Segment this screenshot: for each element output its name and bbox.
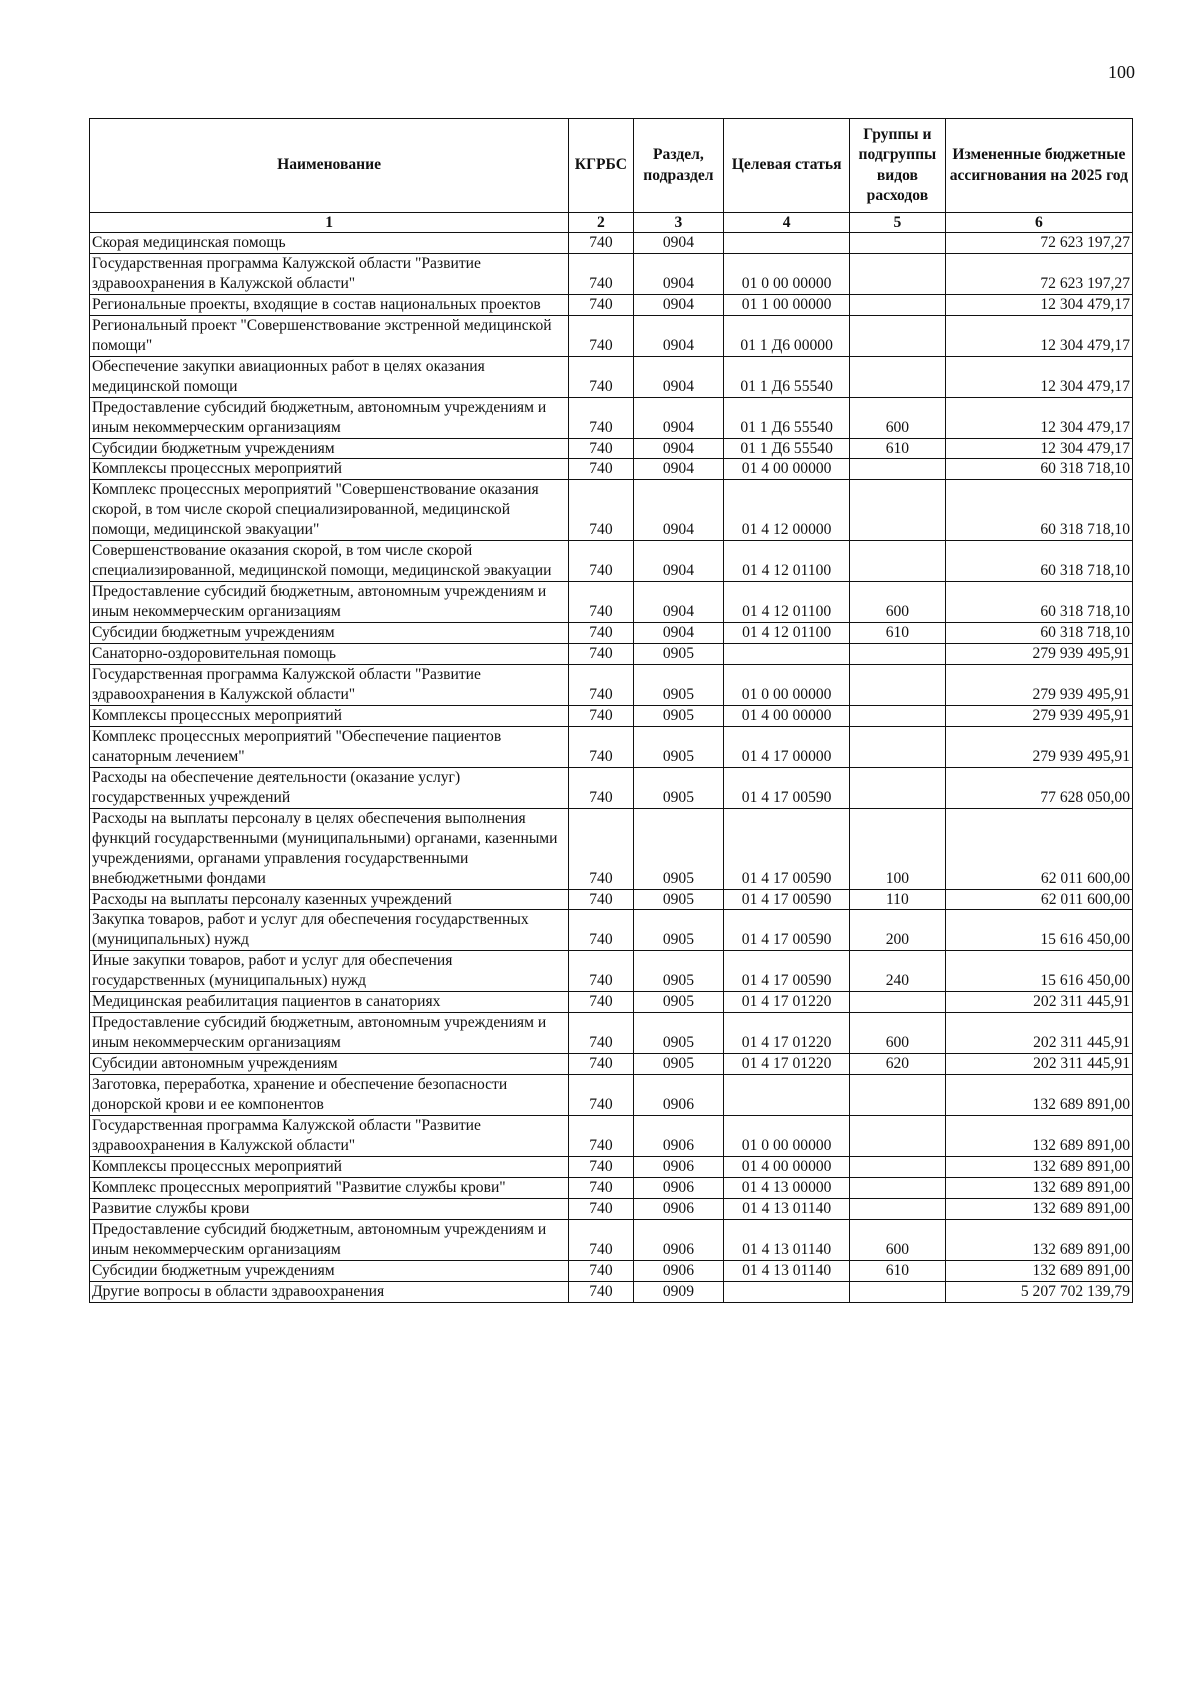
row-target-article: 01 4 13 01140: [724, 1260, 850, 1281]
table-row: [90, 992, 1133, 1013]
row-kgrbs: 740: [569, 951, 633, 992]
table-row: [90, 644, 1133, 665]
row-amount: 132 689 891,00: [945, 1115, 1132, 1156]
row-amount: 62 011 600,00: [945, 889, 1132, 910]
row-amount: 15 616 450,00: [945, 951, 1132, 992]
row-expense-group: [850, 1075, 946, 1116]
row-section: 0904: [633, 233, 724, 254]
column-number: 6: [945, 213, 1132, 233]
row-kgrbs: 740: [569, 1281, 633, 1302]
row-name: Субсидии автономным учреждениям: [90, 1054, 569, 1075]
row-section: 0906: [633, 1156, 724, 1177]
row-expense-group: [850, 253, 946, 294]
table-row: [90, 623, 1133, 644]
row-name: Расходы на выплаты персоналу казенных учреждений: [90, 889, 569, 910]
row-target-article: 01 4 12 00000: [724, 480, 850, 541]
row-expense-group: [850, 480, 946, 541]
row-target-article: 01 1 Д6 55540: [724, 438, 850, 459]
row-section: 0905: [633, 665, 724, 706]
row-amount: 279 939 495,91: [945, 705, 1132, 726]
table-row: [90, 726, 1133, 767]
row-kgrbs: 740: [569, 459, 633, 480]
row-amount: 12 304 479,17: [945, 356, 1132, 397]
row-name: Комплекс процессных мероприятий "Совершенствование оказания скорой, в том числе скорой специализированной, медицинской помощи, медицинской эвакуации": [90, 480, 569, 541]
table-row: [90, 1013, 1133, 1054]
row-expense-group: [850, 541, 946, 582]
table-row: [90, 459, 1133, 480]
table-row: [90, 951, 1133, 992]
row-section: 0905: [633, 726, 724, 767]
row-kgrbs: 740: [569, 665, 633, 706]
row-name: Предоставление субсидий бюджетным, автономным учреждениям и иным некоммерческим организациям: [90, 582, 569, 623]
row-expense-group: [850, 1177, 946, 1198]
row-expense-group: [850, 294, 946, 315]
table-row: [90, 665, 1133, 706]
row-target-article: 01 4 17 00000: [724, 726, 850, 767]
row-expense-group: [850, 767, 946, 808]
row-expense-group: [850, 644, 946, 665]
row-amount: 60 318 718,10: [945, 582, 1132, 623]
table-row: [90, 1075, 1133, 1116]
row-amount: 12 304 479,17: [945, 397, 1132, 438]
row-amount: 12 304 479,17: [945, 438, 1132, 459]
row-target-article: 01 0 00 00000: [724, 1115, 850, 1156]
row-target-article: 01 0 00 00000: [724, 253, 850, 294]
table-row: [90, 910, 1133, 951]
row-name: Обеспечение закупки авиационных работ в целях оказания медицинской помощи: [90, 356, 569, 397]
row-name: Медицинская реабилитация пациентов в санаториях: [90, 992, 569, 1013]
row-expense-group: 110: [850, 889, 946, 910]
row-expense-group: 240: [850, 951, 946, 992]
row-section: 0909: [633, 1281, 724, 1302]
row-target-article: 01 1 Д6 00000: [724, 315, 850, 356]
row-expense-group: 600: [850, 1219, 946, 1260]
row-amount: 132 689 891,00: [945, 1260, 1132, 1281]
row-expense-group: [850, 705, 946, 726]
row-target-article: 01 4 17 00590: [724, 767, 850, 808]
header-section: Раздел, подраздел: [633, 119, 724, 213]
row-expense-group: [850, 1281, 946, 1302]
row-expense-group: [850, 1115, 946, 1156]
row-kgrbs: 740: [569, 1198, 633, 1219]
row-kgrbs: 740: [569, 1260, 633, 1281]
row-expense-group: [850, 356, 946, 397]
table-row: [90, 253, 1133, 294]
table-row: [90, 1198, 1133, 1219]
row-name: Государственная программа Калужской области "Развитие здравоохранения в Калужской области": [90, 665, 569, 706]
row-section: 0906: [633, 1177, 724, 1198]
row-kgrbs: 740: [569, 480, 633, 541]
row-target-article: 01 4 17 01220: [724, 1054, 850, 1075]
row-name: Заготовка, переработка, хранение и обеспечение безопасности донорской крови и ее компонентов: [90, 1075, 569, 1116]
row-amount: 132 689 891,00: [945, 1198, 1132, 1219]
row-target-article: 01 4 17 01220: [724, 992, 850, 1013]
row-name: Государственная программа Калужской области "Развитие здравоохранения в Калужской области": [90, 253, 569, 294]
row-target-article: [724, 233, 850, 254]
table-row: [90, 808, 1133, 889]
row-section: 0905: [633, 889, 724, 910]
row-section: 0904: [633, 438, 724, 459]
row-expense-group: [850, 992, 946, 1013]
table-row: [90, 397, 1133, 438]
row-expense-group: 600: [850, 1013, 946, 1054]
row-section: 0905: [633, 951, 724, 992]
row-expense-group: 610: [850, 438, 946, 459]
row-section: 0905: [633, 705, 724, 726]
row-name: Расходы на обеспечение деятельности (оказание услуг) государственных учреждений: [90, 767, 569, 808]
row-amount: 202 311 445,91: [945, 1054, 1132, 1075]
header-row: [90, 119, 1133, 213]
row-kgrbs: 740: [569, 582, 633, 623]
header-name: Наименование: [90, 119, 569, 213]
row-kgrbs: 740: [569, 1156, 633, 1177]
row-target-article: 01 0 00 00000: [724, 665, 850, 706]
row-amount: 5 207 702 139,79: [945, 1281, 1132, 1302]
row-section: 0904: [633, 315, 724, 356]
row-kgrbs: 740: [569, 623, 633, 644]
row-target-article: 01 4 17 01220: [724, 1013, 850, 1054]
row-section: 0904: [633, 582, 724, 623]
column-number-row: [90, 213, 1133, 233]
row-kgrbs: 740: [569, 438, 633, 459]
row-amount: 60 318 718,10: [945, 459, 1132, 480]
row-target-article: 01 4 13 01140: [724, 1198, 850, 1219]
row-name: Субсидии бюджетным учреждениям: [90, 438, 569, 459]
row-kgrbs: 740: [569, 356, 633, 397]
row-name: Скорая медицинская помощь: [90, 233, 569, 254]
row-kgrbs: 740: [569, 1219, 633, 1260]
row-kgrbs: 740: [569, 397, 633, 438]
row-expense-group: [850, 1198, 946, 1219]
row-section: 0905: [633, 644, 724, 665]
table-row: [90, 705, 1133, 726]
row-expense-group: [850, 459, 946, 480]
row-target-article: [724, 644, 850, 665]
row-name: Санаторно-оздоровительная помощь: [90, 644, 569, 665]
table-row: [90, 356, 1133, 397]
row-expense-group: 600: [850, 397, 946, 438]
table-row: [90, 315, 1133, 356]
row-kgrbs: 740: [569, 705, 633, 726]
row-amount: 60 318 718,10: [945, 480, 1132, 541]
row-name: Субсидии бюджетным учреждениям: [90, 623, 569, 644]
table-row: [90, 1115, 1133, 1156]
row-kgrbs: 740: [569, 253, 633, 294]
row-expense-group: 610: [850, 623, 946, 644]
row-target-article: 01 1 Д6 55540: [724, 356, 850, 397]
row-target-article: 01 4 00 00000: [724, 459, 850, 480]
row-target-article: 01 4 00 00000: [724, 705, 850, 726]
row-expense-group: [850, 726, 946, 767]
table-row: [90, 233, 1133, 254]
row-target-article: 01 4 17 00590: [724, 808, 850, 889]
row-expense-group: [850, 1156, 946, 1177]
row-amount: 60 318 718,10: [945, 623, 1132, 644]
row-amount: 12 304 479,17: [945, 315, 1132, 356]
row-expense-group: 600: [850, 582, 946, 623]
row-name: Субсидии бюджетным учреждениям: [90, 1260, 569, 1281]
row-amount: 279 939 495,91: [945, 665, 1132, 706]
row-section: 0905: [633, 767, 724, 808]
row-amount: 132 689 891,00: [945, 1075, 1132, 1116]
row-section: 0904: [633, 459, 724, 480]
row-kgrbs: 740: [569, 233, 633, 254]
row-section: 0906: [633, 1115, 724, 1156]
row-amount: 60 318 718,10: [945, 541, 1132, 582]
row-target-article: 01 1 Д6 55540: [724, 397, 850, 438]
row-amount: 279 939 495,91: [945, 726, 1132, 767]
table-row: [90, 1219, 1133, 1260]
row-amount: 15 616 450,00: [945, 910, 1132, 951]
header-target: Целевая статья: [724, 119, 850, 213]
row-amount: 132 689 891,00: [945, 1177, 1132, 1198]
row-expense-group: 620: [850, 1054, 946, 1075]
row-target-article: 01 4 12 01100: [724, 582, 850, 623]
row-name: Закупка товаров, работ и услуг для обеспечения государственных (муниципальных) нужд: [90, 910, 569, 951]
header-amount: Измененные бюджетные ассигнования на 2025 год: [945, 119, 1132, 213]
row-target-article: 01 4 17 00590: [724, 910, 850, 951]
row-section: 0905: [633, 1054, 724, 1075]
column-number: 5: [850, 213, 946, 233]
row-target-article: 01 4 13 01140: [724, 1219, 850, 1260]
row-kgrbs: 740: [569, 541, 633, 582]
row-kgrbs: 740: [569, 1177, 633, 1198]
row-name: Государственная программа Калужской области "Развитие здравоохранения в Калужской области": [90, 1115, 569, 1156]
row-kgrbs: 740: [569, 644, 633, 665]
column-number: 2: [569, 213, 633, 233]
table-row: [90, 889, 1133, 910]
row-kgrbs: 740: [569, 767, 633, 808]
row-section: 0906: [633, 1075, 724, 1116]
table-row: [90, 1281, 1133, 1302]
row-amount: 132 689 891,00: [945, 1219, 1132, 1260]
page-number: 100: [1108, 62, 1135, 82]
row-target-article: 01 4 12 01100: [724, 623, 850, 644]
row-section: 0904: [633, 623, 724, 644]
row-name: Совершенствование оказания скорой, в том числе скорой специализированной, медицинской помощи, медицинской эвакуации: [90, 541, 569, 582]
row-amount: 279 939 495,91: [945, 644, 1132, 665]
table-row: [90, 541, 1133, 582]
row-name: Развитие службы крови: [90, 1198, 569, 1219]
row-section: 0906: [633, 1219, 724, 1260]
row-amount: 202 311 445,91: [945, 992, 1132, 1013]
row-kgrbs: 740: [569, 808, 633, 889]
row-section: 0905: [633, 992, 724, 1013]
row-expense-group: 200: [850, 910, 946, 951]
row-amount: 132 689 891,00: [945, 1156, 1132, 1177]
row-kgrbs: 740: [569, 1075, 633, 1116]
row-amount: 77 628 050,00: [945, 767, 1132, 808]
row-kgrbs: 740: [569, 726, 633, 767]
row-expense-group: 610: [850, 1260, 946, 1281]
row-section: 0906: [633, 1198, 724, 1219]
budget-table: [89, 118, 1133, 1303]
header-kgrbs: КГРБС: [569, 119, 633, 213]
row-name: Комплексы процессных мероприятий: [90, 705, 569, 726]
row-section: 0904: [633, 294, 724, 315]
row-kgrbs: 740: [569, 910, 633, 951]
row-target-article: 01 4 17 00590: [724, 889, 850, 910]
row-amount: 12 304 479,17: [945, 294, 1132, 315]
table-row: [90, 1177, 1133, 1198]
row-section: 0905: [633, 910, 724, 951]
column-number: 3: [633, 213, 724, 233]
row-amount: 202 311 445,91: [945, 1013, 1132, 1054]
row-expense-group: [850, 233, 946, 254]
table-row: [90, 294, 1133, 315]
row-section: 0904: [633, 397, 724, 438]
row-section: 0906: [633, 1260, 724, 1281]
row-kgrbs: 740: [569, 315, 633, 356]
row-expense-group: [850, 665, 946, 706]
row-target-article: 01 4 17 00590: [724, 951, 850, 992]
row-name: Иные закупки товаров, работ и услуг для обеспечения государственных (муниципальных) нужд: [90, 951, 569, 992]
row-expense-group: [850, 315, 946, 356]
column-number: 4: [724, 213, 850, 233]
row-name: Расходы на выплаты персоналу в целях обеспечения выполнения функций государственными (муниципальными) органами, казенными учреждениями, органами управления государственными внебюджетными фондами: [90, 808, 569, 889]
row-section: 0905: [633, 1013, 724, 1054]
row-target-article: [724, 1281, 850, 1302]
row-name: Предоставление субсидий бюджетным, автономным учреждениям и иным некоммерческим организациям: [90, 397, 569, 438]
row-name: Предоставление субсидий бюджетным, автономным учреждениям и иным некоммерческим организациям: [90, 1219, 569, 1260]
row-kgrbs: 740: [569, 294, 633, 315]
row-section: 0905: [633, 808, 724, 889]
row-amount: 72 623 197,27: [945, 233, 1132, 254]
row-name: Предоставление субсидий бюджетным, автономным учреждениям и иным некоммерческим организациям: [90, 1013, 569, 1054]
row-target-article: 01 4 13 00000: [724, 1177, 850, 1198]
table-row: [90, 1156, 1133, 1177]
row-kgrbs: 740: [569, 889, 633, 910]
row-name: Региональный проект "Совершенствование экстренной медицинской помощи": [90, 315, 569, 356]
row-target-article: 01 4 00 00000: [724, 1156, 850, 1177]
table-row: [90, 480, 1133, 541]
table-row: [90, 1054, 1133, 1075]
row-name: Комплексы процессных мероприятий: [90, 459, 569, 480]
row-section: 0904: [633, 541, 724, 582]
row-kgrbs: 740: [569, 992, 633, 1013]
column-number: 1: [90, 213, 569, 233]
row-target-article: 01 4 12 01100: [724, 541, 850, 582]
row-section: 0904: [633, 356, 724, 397]
row-target-article: 01 1 00 00000: [724, 294, 850, 315]
table-body: [90, 233, 1133, 1303]
table-row: [90, 1260, 1133, 1281]
row-section: 0904: [633, 480, 724, 541]
table-row: [90, 767, 1133, 808]
row-section: 0904: [633, 253, 724, 294]
row-amount: 72 623 197,27: [945, 253, 1132, 294]
row-kgrbs: 740: [569, 1013, 633, 1054]
row-name: Другие вопросы в области здравоохранения: [90, 1281, 569, 1302]
row-amount: 62 011 600,00: [945, 808, 1132, 889]
row-name: Комплексы процессных мероприятий: [90, 1156, 569, 1177]
header-group: Группы и подгруппы видов расходов: [850, 119, 946, 213]
table-row: [90, 582, 1133, 623]
row-kgrbs: 740: [569, 1054, 633, 1075]
row-kgrbs: 740: [569, 1115, 633, 1156]
row-name: Региональные проекты, входящие в состав национальных проектов: [90, 294, 569, 315]
row-name: Комплекс процессных мероприятий "Развитие службы крови": [90, 1177, 569, 1198]
table-row: [90, 438, 1133, 459]
row-target-article: [724, 1075, 850, 1116]
row-expense-group: 100: [850, 808, 946, 889]
row-name: Комплекс процессных мероприятий "Обеспечение пациентов санаторным лечением": [90, 726, 569, 767]
